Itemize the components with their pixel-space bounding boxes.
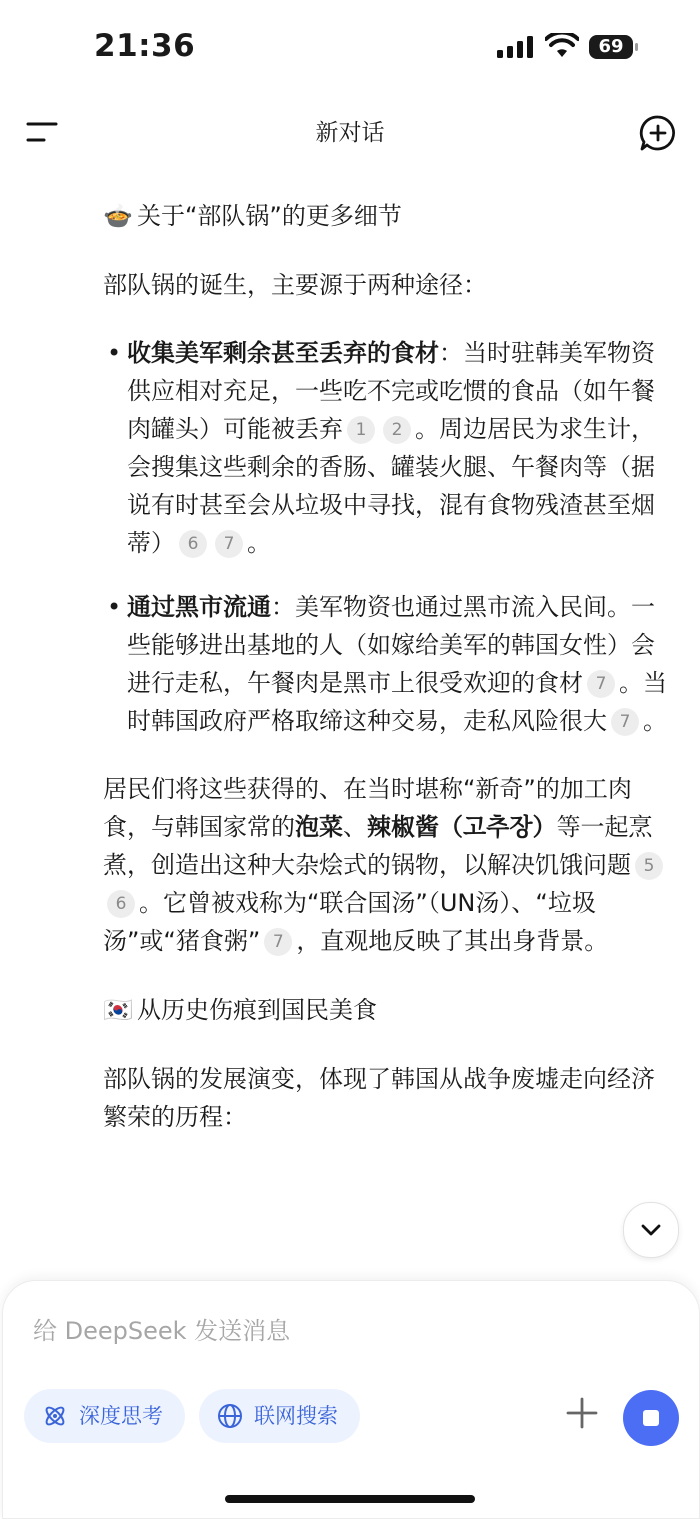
cellular-signal-icon: [497, 36, 535, 58]
battery-level: 69: [589, 35, 633, 59]
deep-think-toggle[interactable]: [24, 1389, 185, 1443]
bullet-text: 。: [247, 529, 271, 557]
bold-term: 辣椒酱（고추장）: [367, 813, 557, 841]
citation-badge[interactable]: 7: [215, 530, 243, 558]
bullet-title: 收集美军剩余甚至丢弃的食材: [127, 339, 439, 367]
web-search-label: 联网搜索: [254, 1404, 338, 1428]
citation-badge[interactable]: 1: [347, 416, 375, 444]
bold-term: 泡菜: [295, 813, 343, 841]
hotpot-emoji-icon: 🍲: [103, 202, 133, 230]
paragraph-text: 。它曾被戏称为“联合国汤”（UN汤）、“垃圾汤”或“猪食粥”: [103, 889, 596, 955]
stop-icon: [643, 1410, 659, 1426]
plus-icon[interactable]: [565, 1396, 599, 1430]
globe-icon: [217, 1403, 243, 1429]
paragraph-text: 居民们将这些获得的、在当时堪称“新奇”的加工肉食，与韩国家常的: [103, 775, 632, 841]
assistant-message: [103, 196, 673, 1166]
chevron-down-icon: [639, 1218, 663, 1242]
top-nav: [0, 100, 700, 166]
bullet-title: 通过黑市流通: [127, 593, 271, 621]
heading-text: 从历史伤痕到国民美食: [137, 996, 377, 1024]
status-time: 21:36: [94, 28, 196, 64]
body-paragraph: [103, 770, 673, 960]
stop-generation-button[interactable]: [623, 1390, 679, 1446]
battery-icon: [589, 35, 639, 59]
list-item: [103, 334, 673, 562]
heading-text: 关于“部队锅”的更多细节: [137, 202, 402, 230]
citation-badge[interactable]: 6: [107, 890, 135, 918]
bullet-text: ：美军物资也通过黑市流入民间。一些能够进出基地的人（如嫁给美军的韩国女性）会进行走私，午餐肉是黑市上很受欢迎的食材: [127, 593, 655, 697]
web-search-toggle[interactable]: [199, 1389, 360, 1443]
korea-flag-emoji-icon: 🇰🇷: [103, 996, 133, 1024]
home-indicator: [225, 1495, 475, 1503]
paragraph-text: 、: [343, 813, 367, 841]
scroll-to-bottom-button[interactable]: [623, 1202, 679, 1258]
bullet-text: ：当时驻韩美军物资供应相对充足，一些吃不完或吃惯的食品（如午餐肉罐头）可能被丢弃: [127, 339, 655, 443]
citation-badge[interactable]: 7: [587, 670, 615, 698]
bullet-list: [103, 334, 673, 740]
message-input[interactable]: 给 DeepSeek 发送消息: [33, 1317, 291, 1345]
bullet-text: 。: [643, 707, 667, 735]
new-chat-icon[interactable]: [639, 114, 677, 152]
citation-badge[interactable]: 2: [383, 416, 411, 444]
message-composer: [2, 1280, 700, 1519]
status-bar: [0, 0, 700, 95]
section-heading: [103, 990, 673, 1030]
list-item: [103, 588, 673, 740]
section-heading: [103, 196, 673, 236]
intro-paragraph: 部队锅的诞生，主要源于两种途径：: [103, 271, 487, 299]
bullet-text: 。周边居民为求生计，会搜集这些剩余的香肠、罐装火腿、午餐肉等（据说有时甚至会从垃圾中寻找，混有食物残渣甚至烟蒂）: [127, 415, 655, 557]
page-title: 新对话: [315, 120, 385, 146]
bullet-text: 。当时韩国政府严格取缔这种交易，走私风险很大: [127, 669, 667, 735]
atom-icon: [42, 1403, 68, 1429]
citation-badge[interactable]: 5: [635, 852, 663, 880]
citation-badge[interactable]: 7: [611, 708, 639, 736]
battery-cap: [635, 43, 638, 51]
deep-think-label: 深度思考: [79, 1404, 163, 1428]
citation-badge[interactable]: 6: [179, 530, 207, 558]
wifi-icon: [545, 33, 579, 59]
paragraph-text: 等一起烹煮，创造出这种大杂烩式的锅物，以解决饥饿问题: [103, 813, 653, 879]
paragraph-text: ，直观地反映了其出身背景。: [296, 927, 609, 955]
body-paragraph: 部队锅的发展演变，体现了韩国从战争废墟走向经济繁荣的历程：: [103, 1065, 655, 1131]
citation-badge[interactable]: 7: [264, 928, 292, 956]
